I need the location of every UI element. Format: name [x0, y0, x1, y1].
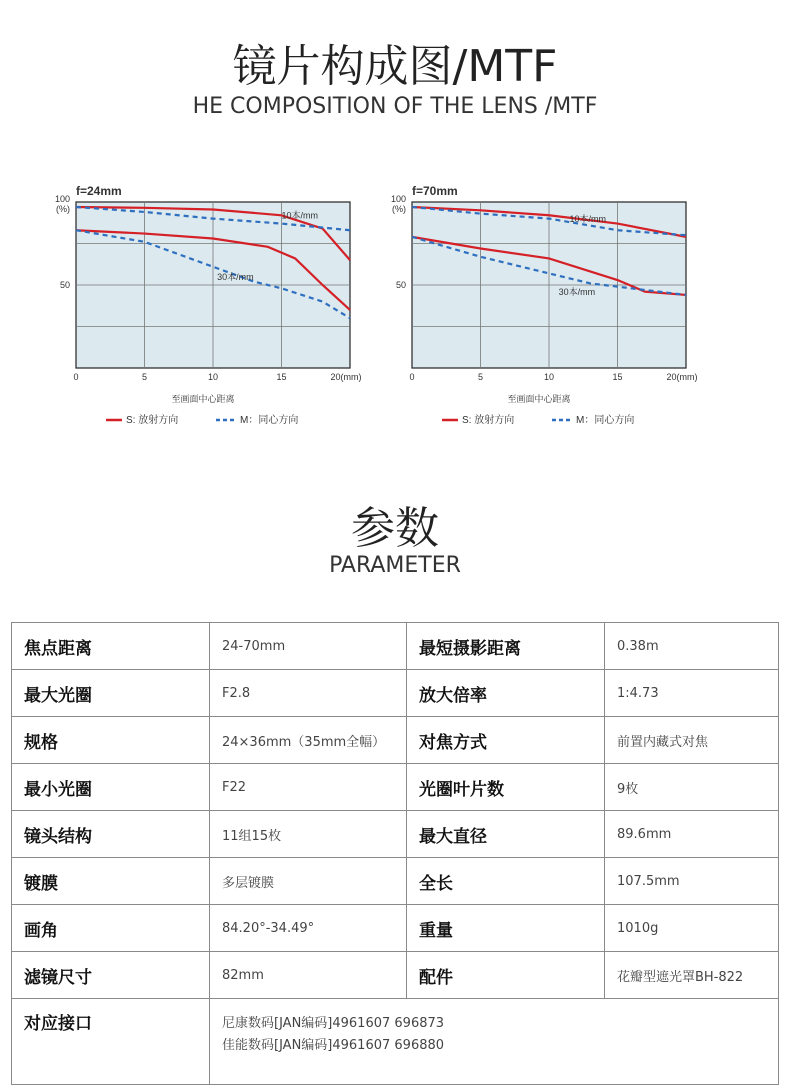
- x-tick: 0: [73, 372, 79, 382]
- param-value: 82mm: [210, 952, 407, 999]
- mtf-chart-70mm: [376, 180, 716, 435]
- x-tick: 10: [207, 372, 219, 382]
- param-value: 9枚: [605, 764, 779, 811]
- param-label: 画角: [12, 905, 210, 952]
- x-tick: 10: [543, 372, 555, 382]
- mount-line-nikon: 尼康数码[JAN编码]4961607 696873: [222, 1016, 445, 1031]
- param-value: 11组15枚: [210, 811, 407, 858]
- table-row: [12, 623, 779, 670]
- annotation-10: 10本/mm: [569, 213, 607, 224]
- y-unit: (%): [392, 204, 406, 214]
- y-tick-100: 100: [54, 194, 70, 204]
- annotation-30: 30本/mm: [217, 272, 254, 283]
- parameter-subtitle: PARAMETER: [329, 553, 461, 578]
- param-value: 0.38m: [605, 623, 779, 670]
- legend-m: M：同心方向: [240, 415, 299, 426]
- table-row: [12, 858, 779, 905]
- x-tick: 20(mm): [330, 372, 362, 382]
- param-label: 最大直径: [407, 811, 605, 858]
- chart-title: f=70mm: [412, 184, 458, 198]
- table-row-mount: [12, 999, 779, 1085]
- mtf-title: 镜片构成图/MTF: [232, 41, 558, 92]
- parameter-title: 参数: [351, 503, 439, 554]
- param-value: 前置内藏式对焦: [605, 717, 779, 764]
- table-row: [12, 717, 779, 764]
- param-value: 107.5mm: [605, 858, 779, 905]
- annotation-10: 10本/mm: [281, 210, 319, 221]
- param-label: 最短摄影距离: [407, 623, 605, 670]
- legend-s: S: 放射方向: [126, 415, 179, 426]
- x-tick: 5: [477, 372, 484, 382]
- x-label: 至画面中心距离: [171, 394, 235, 404]
- x-tick: 15: [276, 372, 287, 382]
- x-tick: 5: [141, 372, 148, 382]
- param-label: 焦点距离: [12, 623, 210, 670]
- x-tick: 0: [409, 372, 415, 382]
- y-tick-100: 100: [390, 194, 406, 204]
- param-label: 光圈叶片数: [407, 764, 605, 811]
- param-label: 最小光圈: [12, 764, 210, 811]
- table-row: [12, 811, 779, 858]
- legend-m: M：同心方向: [576, 415, 635, 426]
- x-tick: 20(mm): [666, 372, 698, 382]
- table-row: [12, 905, 779, 952]
- y-unit: (%): [56, 204, 70, 214]
- param-value: 24×36mm（35mm全幅）: [210, 717, 407, 764]
- param-label: 滤镜尺寸: [12, 952, 210, 999]
- param-label: 重量: [407, 905, 605, 952]
- mtf-chart-24mm: [40, 180, 380, 435]
- param-value: 多层镀膜: [210, 858, 407, 905]
- x-label: 至画面中心距离: [507, 394, 571, 404]
- param-value: 1010g: [605, 905, 779, 952]
- param-value: 89.6mm: [605, 811, 779, 858]
- y-tick-50: 50: [395, 280, 406, 290]
- param-label: 镜头结构: [12, 811, 210, 858]
- param-label: 规格: [12, 717, 210, 764]
- param-value: 84.20°-34.49°: [210, 905, 407, 952]
- annotation-30: 30本/mm: [558, 286, 596, 297]
- param-value: 花瓣型遮光罩BH-822: [605, 952, 779, 999]
- table-row: [12, 764, 779, 811]
- param-label: 放大倍率: [407, 670, 605, 717]
- x-tick: 15: [612, 372, 623, 382]
- y-tick-50: 50: [59, 280, 70, 290]
- table-row: [12, 670, 779, 717]
- legend-s: S: 放射方向: [462, 415, 515, 426]
- table-row: [12, 952, 779, 999]
- mount-line-canon: 佳能数码[JAN编码]4961607 696880: [222, 1038, 445, 1053]
- param-value: F2.8: [210, 670, 407, 717]
- param-value: 1:4.73: [605, 670, 779, 717]
- mount-value: [210, 999, 779, 1085]
- param-label: 配件: [407, 952, 605, 999]
- param-label: 对焦方式: [407, 717, 605, 764]
- param-label: 全长: [407, 858, 605, 905]
- param-value: 24-70mm: [210, 623, 407, 670]
- mount-label: 对应接口: [12, 999, 210, 1085]
- param-value: F22: [210, 764, 407, 811]
- param-label: 最大光圈: [12, 670, 210, 717]
- chart-title: f=24mm: [76, 184, 122, 198]
- parameter-table: [11, 622, 779, 1085]
- param-label: 镀膜: [12, 858, 210, 905]
- mtf-subtitle: HE COMPOSITION OF THE LENS /MTF: [192, 94, 598, 119]
